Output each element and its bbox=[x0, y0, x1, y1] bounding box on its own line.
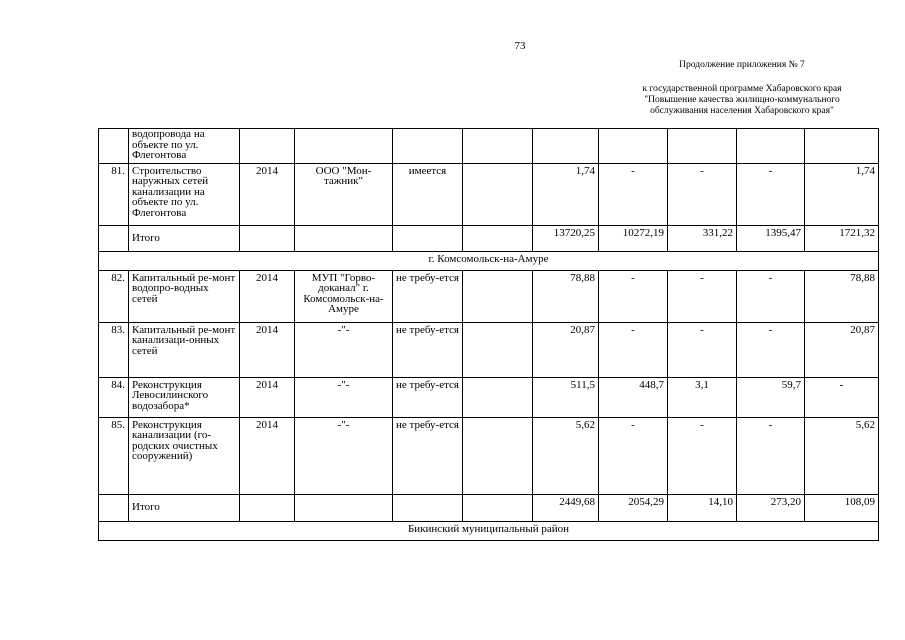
section-title: Бикинский муниципальный район bbox=[99, 521, 879, 540]
row-value-3: - bbox=[737, 417, 805, 494]
row-year bbox=[240, 225, 295, 251]
row-value-4 bbox=[805, 129, 879, 164]
row-name: Итого bbox=[129, 494, 240, 521]
row-year: 2014 bbox=[240, 163, 295, 225]
row-executor: -"- bbox=[295, 377, 393, 417]
row-value-4: 1721,32 bbox=[805, 225, 879, 251]
row-value-4: 5,62 bbox=[805, 417, 879, 494]
row-number bbox=[99, 225, 129, 251]
table-row bbox=[99, 417, 879, 494]
row-name: Строительство наружных сетей канализации на объекте по ул. Флегонтова bbox=[129, 163, 240, 225]
table-row bbox=[99, 270, 879, 322]
row-value-1: - bbox=[599, 417, 668, 494]
program-table bbox=[98, 128, 879, 541]
row-year: 2014 bbox=[240, 377, 295, 417]
row-documentation bbox=[393, 494, 463, 521]
row-executor bbox=[295, 225, 393, 251]
row-number bbox=[99, 494, 129, 521]
section-title: г. Комсомольск-на-Амуре bbox=[99, 251, 879, 270]
row-year: 2014 bbox=[240, 417, 295, 494]
row-value-3 bbox=[737, 129, 805, 164]
row-value-4: 78,88 bbox=[805, 270, 879, 322]
row-total: 511,5 bbox=[533, 377, 599, 417]
row-value-2: - bbox=[668, 163, 737, 225]
row-value-2: - bbox=[668, 322, 737, 377]
row-number: 81. bbox=[99, 163, 129, 225]
row-total: 5,62 bbox=[533, 417, 599, 494]
appendix-subtitle-line: "Повышение качества жилищно-коммунального bbox=[644, 95, 840, 105]
row-documentation: не требу-ется bbox=[393, 377, 463, 417]
section-row bbox=[99, 251, 879, 270]
appendix-subtitle-line: обслуживания населения Хабаровского края" bbox=[650, 106, 834, 116]
row-name: Реконструкция канализации (го-родских очистных сооружений) bbox=[129, 417, 240, 494]
row-total bbox=[533, 129, 599, 164]
row-value-2: 3,1 bbox=[668, 377, 737, 417]
table-row bbox=[99, 494, 879, 521]
row-number: 84. bbox=[99, 377, 129, 417]
appendix-title: Продолжение приложения № 7 bbox=[679, 60, 805, 70]
row-value-1: 2054,29 bbox=[599, 494, 668, 521]
row-executor: ООО "Мон-тажник" bbox=[295, 163, 393, 225]
row-number bbox=[99, 129, 129, 164]
row-value-3: 1395,47 bbox=[737, 225, 805, 251]
appendix-header bbox=[617, 60, 867, 117]
row-documentation bbox=[393, 129, 463, 164]
row-name: Капитальный ре-монт канализаци-онных сетей bbox=[129, 322, 240, 377]
row-number: 82. bbox=[99, 270, 129, 322]
row-value-4: - bbox=[805, 377, 879, 417]
row-value-1 bbox=[599, 129, 668, 164]
row-value-2: - bbox=[668, 417, 737, 494]
table-row bbox=[99, 322, 879, 377]
row-empty bbox=[463, 270, 533, 322]
row-executor: МУП "Горво-доканал" г. Комсомольск-на-Амуре bbox=[295, 270, 393, 322]
appendix-subtitle-line: к государственной программе Хабаровского края bbox=[642, 84, 842, 94]
row-documentation bbox=[393, 225, 463, 251]
row-year: 2014 bbox=[240, 270, 295, 322]
row-value-2: 331,22 bbox=[668, 225, 737, 251]
row-empty bbox=[463, 322, 533, 377]
row-empty bbox=[463, 129, 533, 164]
row-value-2: 14,10 bbox=[668, 494, 737, 521]
row-documentation: не требу-ется bbox=[393, 322, 463, 377]
table-row bbox=[99, 129, 879, 164]
row-documentation: не требу-ется bbox=[393, 417, 463, 494]
row-total: 78,88 bbox=[533, 270, 599, 322]
row-total: 1,74 bbox=[533, 163, 599, 225]
table-row bbox=[99, 163, 879, 225]
row-empty bbox=[463, 377, 533, 417]
row-value-1: 448,7 bbox=[599, 377, 668, 417]
row-number: 85. bbox=[99, 417, 129, 494]
row-value-1: - bbox=[599, 163, 668, 225]
row-empty bbox=[463, 163, 533, 225]
row-name: Капитальный ре-монт водопро-водных сетей bbox=[129, 270, 240, 322]
row-name: Реконструкция Левосилинского водозабора* bbox=[129, 377, 240, 417]
row-documentation: не требу-ется bbox=[393, 270, 463, 322]
row-documentation: имеется bbox=[393, 163, 463, 225]
row-executor bbox=[295, 129, 393, 164]
row-name: водопровода на объекте по ул. Флегонтова bbox=[129, 129, 240, 164]
row-year bbox=[240, 129, 295, 164]
table-row bbox=[99, 225, 879, 251]
row-value-4: 1,74 bbox=[805, 163, 879, 225]
row-value-4: 20,87 bbox=[805, 322, 879, 377]
row-value-1: - bbox=[599, 270, 668, 322]
row-value-2 bbox=[668, 129, 737, 164]
row-total: 13720,25 bbox=[533, 225, 599, 251]
row-value-3: 59,7 bbox=[737, 377, 805, 417]
row-value-3: - bbox=[737, 322, 805, 377]
row-value-1: - bbox=[599, 322, 668, 377]
row-name: Итого bbox=[129, 225, 240, 251]
row-executor: -"- bbox=[295, 322, 393, 377]
row-executor: -"- bbox=[295, 417, 393, 494]
row-total: 2449,68 bbox=[533, 494, 599, 521]
section-row bbox=[99, 521, 879, 540]
row-value-4: 108,09 bbox=[805, 494, 879, 521]
row-value-3: - bbox=[737, 163, 805, 225]
page-number: 73 bbox=[514, 40, 526, 52]
row-empty bbox=[463, 494, 533, 521]
row-empty bbox=[463, 417, 533, 494]
row-number: 83. bbox=[99, 322, 129, 377]
row-value-1: 10272,19 bbox=[599, 225, 668, 251]
row-value-3: 273,20 bbox=[737, 494, 805, 521]
row-total: 20,87 bbox=[533, 322, 599, 377]
row-value-3: - bbox=[737, 270, 805, 322]
row-year bbox=[240, 494, 295, 521]
row-empty bbox=[463, 225, 533, 251]
row-year: 2014 bbox=[240, 322, 295, 377]
table-row bbox=[99, 377, 879, 417]
row-value-2: - bbox=[668, 270, 737, 322]
row-executor bbox=[295, 494, 393, 521]
